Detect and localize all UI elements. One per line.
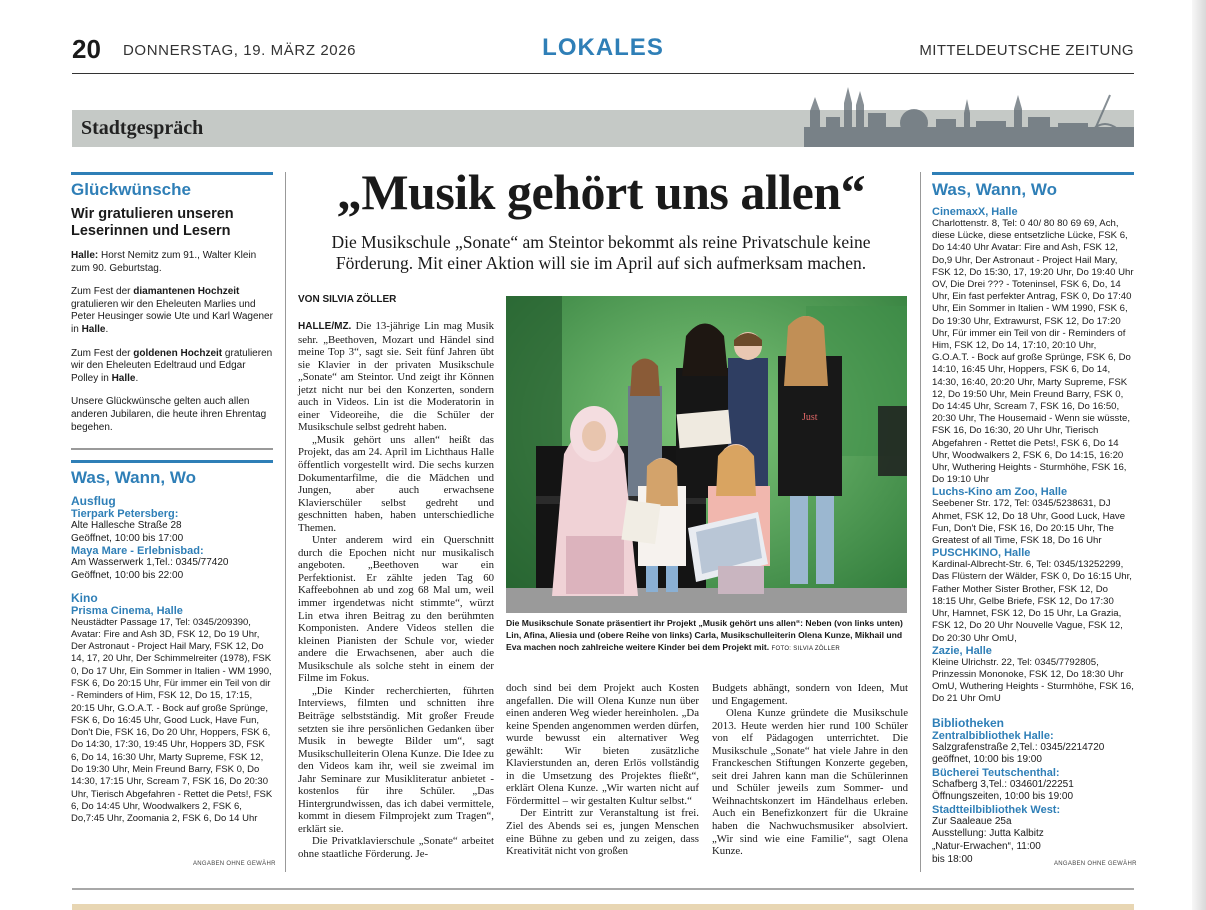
article-paragraph: doch sind bei dem Projekt auch Kosten angefallen. Die will Olena Kunze nun über einen anderen Weg wieder hereinholen. „Da keine Spenden angenommen werden dürfen, wurde bewusst ein alternativer Weg gewählt: Wir bieten zusätzliche Klavierstunden an, deren Erlös vollständig in die Umsetzung des Projektes fließt“, erklärt Olena Kunze. „Wir warten nicht auf Fördermittel – wir gestalten Kultur selbst.“ — [506, 682, 699, 807]
article-byline: VON SILVIA ZÖLLER — [298, 294, 397, 305]
left-sidebar — [71, 172, 273, 826]
article-paragraph: Budgets abhängt, sondern von Ideen, Mut und Engagement. — [712, 682, 908, 707]
paragraph-text: Die 13-jährige Lin mag Musik sehr. „Beethoven, Mozart und Händel sind meine Top 3“, sagt sie. Seit fünf Jahren übt sie Klavier in der privaten Musikschule „Sonate“ am Steintor. Und zeigt ihr Können jetzt nicht nur bei den Konzerten, sondern auch in Videos. Lin ist die Moderatorin in einer Videoreihe, die die Schüler der Musikschule selbst gedreht haben. — [298, 320, 495, 434]
congrats-closing: Unsere Glückwünsche gelten auch allen anderen Jubilaren, die heute ihren Ehrentag begehen. — [71, 396, 267, 433]
events-heading: Was, Wann, Wo — [71, 468, 196, 488]
bottom-divider — [72, 888, 1134, 890]
right-sidebar — [932, 172, 1134, 866]
venue-zentralbibliothek: Zentralbibliothek Halle: — [932, 729, 1054, 742]
congrats-heading: Glückwünsche — [71, 180, 191, 199]
article-paragraph: Olena Kunze gründete die Musikschule 2013. Heute werden hier rund 100 Schüler von elf Pädagogen unterrichtet. Die Musikschule „Sonate“ hat viele Jahre in den Franckeschen Stiftungen Konzerte gegeben, seit drei Jahren kann man die Schülerinnen und Schüler jeweils zum Sommer- und Weihnachtskonzert im Händelhaus erleben. Auch ein Benefizkonzert für die Ukraine haben die Nachwuchsmusiker absolviert. „Wir sind wie eine Familie“, sagt Olena Kunze. — [712, 707, 908, 858]
puschkino-program: Das Flüstern der Wälder, FSK 0, Do 16:15 Uhr, Father Mother Sister Brother, FSK 12, Do 18:15 Uhr, Gelbe Briefe, FSK 12, Do 17:30 Uhr, Hamnet, FSK 12, Do 15 Uhr, La Grazia, FSK 12, Do 20 Uhr Nouvelle Vague, FSK 12, Do 20:30 Uhr OmU, — [932, 571, 1132, 644]
column-rule-right — [920, 172, 921, 872]
venue-maya-mare: Maya Mare - Erlebnisbad: — [71, 545, 204, 558]
tierpark-address: Alte Hallesche Straße 28 — [71, 520, 182, 532]
venue-west: Stadtteilbibliothek West: — [932, 803, 1061, 816]
page-header — [72, 34, 1134, 74]
prisma-listing: Neustädter Passage 17, Tel: 0345/209390, Avatar: Fire and Ash 3D, FSK 12, Do 19 Uhr, Der Astronaut - Project Hail Mary, FSK 12, Do 14, 17, 20 Uhr, Der Schimmelreiter (1978), FSK 0, Do 17 Uhr, Ein Sommer in Italien - WM 1990, FSK 6, Do 20:15 Uhr, Für immer ein Teil von dir - Reminders of Him, FSK 12, Do 15, 17:15, 20:15 Uhr, G.O.A.T. - Bock auf große Sprünge, FSK 6, Do 16:45 Uhr, Good Luck, Have Fun, Don't Die, FSK 16, Do 20 Uhr, Hoppers, FSK 6, Do 14:30, 17:30, 19:45 Uhr, Hoppers 3D, FSK 6, Do 14, 16:30 Uhr, Marty Supreme, FSK 12, Do 19:30 Uhr, Mein Freund Barry, FSK 0, Do 14:30, 17:15 Uhr, Scream 7, FSK 16, Do 20:30 Uhr, Tierisch Abgefahren - Rettet die Pets!, FSK 6, Do 14:45 Uhr, Woodwalkers 2, FSK 6, Do,7:45 Uhr, Zoomania 2, FSK 6, Do 14 Uhr — [71, 616, 273, 825]
diamond-wedding: Zum Fest der diamantenen Hochzeit gratulieren wir den Eheleuten Marlies und Peter Heusinger sowie Ute und Karl Wagener in Halle. — [71, 286, 273, 335]
accent-bar — [71, 172, 273, 175]
venue-zazie: Zazie, Halle — [932, 644, 992, 657]
cinemaxx-program: Ach, diese Lücke, diese entsetzliche Lücke, FSK 6, Do 14:40 Uhr Avatar: Fire and Ash, FSK 12, Do,9 Uhr, Der Astronaut - Project Hail Mary, FSK 12, Do 15:30, 17, 19:20 Uhr, Do 19:40 Uhr OV, Die Drei ??? - Toteninsel, FSK 6, Do, 14 Uhr, Ein fast perfekter Antrag, FSK 0, Do 17:40 Uhr, Ein Sommer in Italien - WM 1990, FSK 6, Do 19:30 Uhr, Extrawurst, FSK 12, Do 17:20 Uhr, Für immer ein Teil von dir - Reminders of Him, FSK 12, Do 14, 17:10, 20:10 Uhr, G.O.A.T. - Bock auf große Sprünge, FSK 6, Do 14:10, 16:45 Uhr, Hoppers, FSK 6, Do 14, 14:30, 16:40, 20:20 Uhr, Marty Supreme, FSK 12, Do 19:50 Uhr, Mein Freund Barry, FSK 0, Do 14:45 Uhr, Scream 7, FSK 16, Do 16:50, 20:30 Uhr, The Housemaid - Wenn sie wüsste, FSK 16, Do 16:30, 20 Uhr Uhr, Tierisch Abgefahren - Rettet die Pets!, FSK 6, Do 14 Uhr, Woodwalkers 2, FSK 6, Do 14:15, 16:20 Uhr, Wuthering Heights - Sturmhöhe, FSK 16, Do 19:10 Uhr — [932, 218, 1134, 486]
golden-wedding: Zum Fest der goldenen Hochzeit gratulieren wir den Eheleuten Edeltraud und Edgar Polley in Halle. — [71, 347, 273, 384]
golden-label: goldenen Hochzeit — [133, 347, 223, 359]
column-rule-left — [285, 172, 286, 872]
city-skyline-illustration — [804, 83, 1134, 147]
photo-credit: FOTO: SILVIA ZÖLLER — [771, 646, 841, 652]
zentral-hours: geöffnet, 10:00 bis 19:00 — [932, 754, 1042, 766]
zentral-address: Salzgrafenstraße 2,Tel.: 0345/2214720 — [932, 741, 1105, 753]
zazie-program: Prinzessin Mononoke, FSK 12, Do 18:30 Uhr OmU, Wuthering Heights - Sturmhöhe, FSK 16, Do 21 Uhr OmU — [932, 668, 1134, 705]
venue-puschkino: PUSCHKINO, Halle — [932, 547, 1031, 560]
accent-bar — [932, 172, 1134, 175]
congrats-subheading: Wir gratulieren unseren Leserinnen und Lesern — [71, 206, 234, 239]
section-title: LOKALES — [542, 34, 664, 61]
article-column-2 — [506, 682, 699, 858]
diamond-text: gratulieren wir den Eheleuten Marlies und Peter Heusinger sowie Ute und Karl Wagener in — [71, 298, 273, 335]
cinemaxx-listing — [932, 218, 1134, 486]
article-paragraph: „Die Kinder recherchierten, führten Interviews, filmten und schnitten ihre Beiträge selbstständig. Mit großer Freude setzten sie ihre persönlichen Gedanken über Musik in bewegte Bilder um“, sagt Musikschulleiterin Olena Kunze. Die Idee zu den Videos kam ihr, weil sie zweimal im Jahr Seminare zur Musikliteratur anbietet - kostenlos für ihre Schüler. „Das Hintergrundwissen, das ich dabei vermittele, kommt in diesem Filmprojekt zum Tragen“, erklärt sie. — [298, 684, 494, 835]
article-column-3 — [712, 682, 908, 858]
teutsch-address: Schafberg 3,Tel.: 034601/22251 — [932, 778, 1074, 790]
maya-address: Am Wasserwerk 1,Tel.: 0345/77420 — [71, 557, 229, 569]
puschkino-listing — [932, 559, 1134, 644]
cinemaxx-address: Charlottenstr. 8, Tel: 0 40/ 80 80 69 69, — [932, 218, 1100, 229]
dateline: HALLE/MZ. — [298, 321, 352, 332]
zazie-listing — [932, 657, 1134, 706]
article-paragraph — [298, 320, 494, 434]
venue-cinemaxx: CinemaxX, Halle — [932, 206, 1018, 218]
photo-caption — [506, 617, 907, 655]
puschkino-address: Kardinal-Albrecht-Str. 6, Tel: 0345/13252299, — [932, 559, 1124, 571]
teutsch-hours: Öffnungszeiten, 10:00 bis 19:00 — [932, 791, 1074, 803]
west-address: Zur Saaleaue 25a — [932, 815, 1012, 827]
left-disclaimer: ANGABEN OHNE GEWÄHR — [193, 861, 276, 867]
golden-text: gratulieren wir den Eheleuten Edeltraud und Edgar Polley in — [71, 347, 273, 384]
article-photo — [506, 296, 907, 613]
birthday-names: Horst Nemitz zum 91., Walter Klein zum 90. Geburtstag. — [71, 250, 257, 274]
article-column-1 — [298, 320, 494, 861]
article-paragraph: „Musik gehört uns allen“ heißt das Projekt, das am 24. April im Lichthaus Halle öffentlich vorgestellt wird. Die sechs kurzen Dokumentarfilme, die die Mädchen und Jungen, aber auch erwachsene Klavierschüler selbst gedreht und geschnitten haben, haben unterschiedliche Themen. — [298, 433, 494, 534]
article-paragraph: Unter anderem wird ein Querschnitt durch die Epochen nicht nur musikalisch angeboten. „Beethoven war ein Perfektionist. Er zählte jeden Tag 60 Kaffeebohnen ab und zog 68 Mal um, weil immer irgendetwas nicht stimmte“, würzt Lin etwa ihren Beitrag zu den berühmten Komponisten. Andere Videos stellen die kleinen Pianisten der Schule vor, wieder andere die Erwachsenen, aber auch die Musikschule als solche steht in einem der Filme im Fokus. — [298, 534, 494, 685]
diamond-city: Halle — [81, 323, 106, 335]
golden-prefix: Zum Fest der — [71, 347, 134, 359]
venue-tierpark: Tierpark Petersberg: — [71, 508, 179, 521]
diamond-prefix: Zum Fest der — [71, 286, 134, 298]
golden-city: Halle — [111, 372, 136, 384]
svg-text:Just: Just — [802, 412, 818, 423]
diamond-label: diamantenen Hochzeit — [133, 286, 240, 298]
divider — [71, 448, 273, 450]
category-bibliotheken: Bibliotheken — [932, 715, 1005, 730]
page-edge-shadow — [1192, 0, 1206, 910]
category-kino: Kino — [71, 590, 98, 605]
newspaper-name: MITTELDEUTSCHE ZEITUNG — [919, 42, 1134, 59]
article-paragraph: Die Privatklavierschule „Sonate“ arbeitet ohne staatliche Förderung. Je- — [298, 835, 494, 860]
venue-luchs: Luchs-Kino am Zoo, Halle — [932, 486, 1068, 499]
tierpark-hours: Geöffnet, 10:00 bis 17:00 — [71, 532, 184, 544]
zazie-address: Kleine Ulrichstr. 22, Tel: 0345/7792805, — [932, 656, 1099, 668]
luchs-listing — [932, 498, 1134, 547]
maya-hours: Geöffnet, 10:00 bis 22:00 — [71, 569, 184, 581]
luchs-program: DJ Ahmet, FSK 12, Do 18 Uhr, Good Luck, Have Fun, Don't Die, FSK 16, Do 20:15 Uhr, The Greatest of all Time, FSK 18, Do 16 Uhr — [932, 498, 1126, 547]
caption-text: Die Musikschule Sonate präsentiert ihr Projekt „Musik gehört uns allen“: Neben (von links unten) Lin, Afina, Aliesia und (obere Reihe von links) Carla, Musikschulleiterin Olena Kunze, Mikhail und Eva machen noch zahlreiche weitere Kinder bei dem Projekt mit. — [506, 618, 903, 652]
venue-teutschenthal: Bücherei Teutschenthal: — [932, 766, 1060, 779]
west-exhibition: Ausstellung: Jutta Kalbitz „Natur-Erwachen“, 11:00 bis 18:00 — [932, 828, 1044, 865]
category-ausflug: Ausflug — [71, 494, 116, 509]
next-section-strip — [72, 904, 1134, 910]
article-subheadline: Die Musikschule „Sonate“ am Steintor bekommt als reine Privatschule keine Förderung. Mit einer Aktion will sie im April auf sich aufmerksam machen. — [331, 232, 871, 273]
congrats-birthdays — [71, 250, 273, 275]
birthday-city: Halle: — [71, 250, 99, 261]
right-disclaimer: ANGABEN OHNE GEWÄHR — [1054, 861, 1137, 867]
article-headline: „Musik gehört uns allen“ — [336, 164, 866, 220]
issue-date: DONNERSTAG, 19. MÄRZ 2026 — [123, 42, 357, 59]
venue-prisma: Prisma Cinema, Halle — [71, 604, 183, 617]
page-number: 20 — [72, 34, 101, 64]
accent-bar — [71, 460, 273, 463]
article-paragraph: Der Eintritt zur Veranstaltung ist frei. Ziel des Abends sei es, jungen Menschen eine Bühne zu geben und zu zeigen, dass Kreativität nicht von großen — [506, 807, 699, 858]
section-banner — [72, 110, 1134, 147]
group-photo-illustration — [506, 296, 907, 613]
banner-title: Stadtgespräch — [81, 117, 204, 139]
luchs-address: Seebener Str. 172, Tel: 0345/5238631, — [932, 498, 1099, 510]
events-heading-right: Was, Wann, Wo — [932, 180, 1057, 199]
